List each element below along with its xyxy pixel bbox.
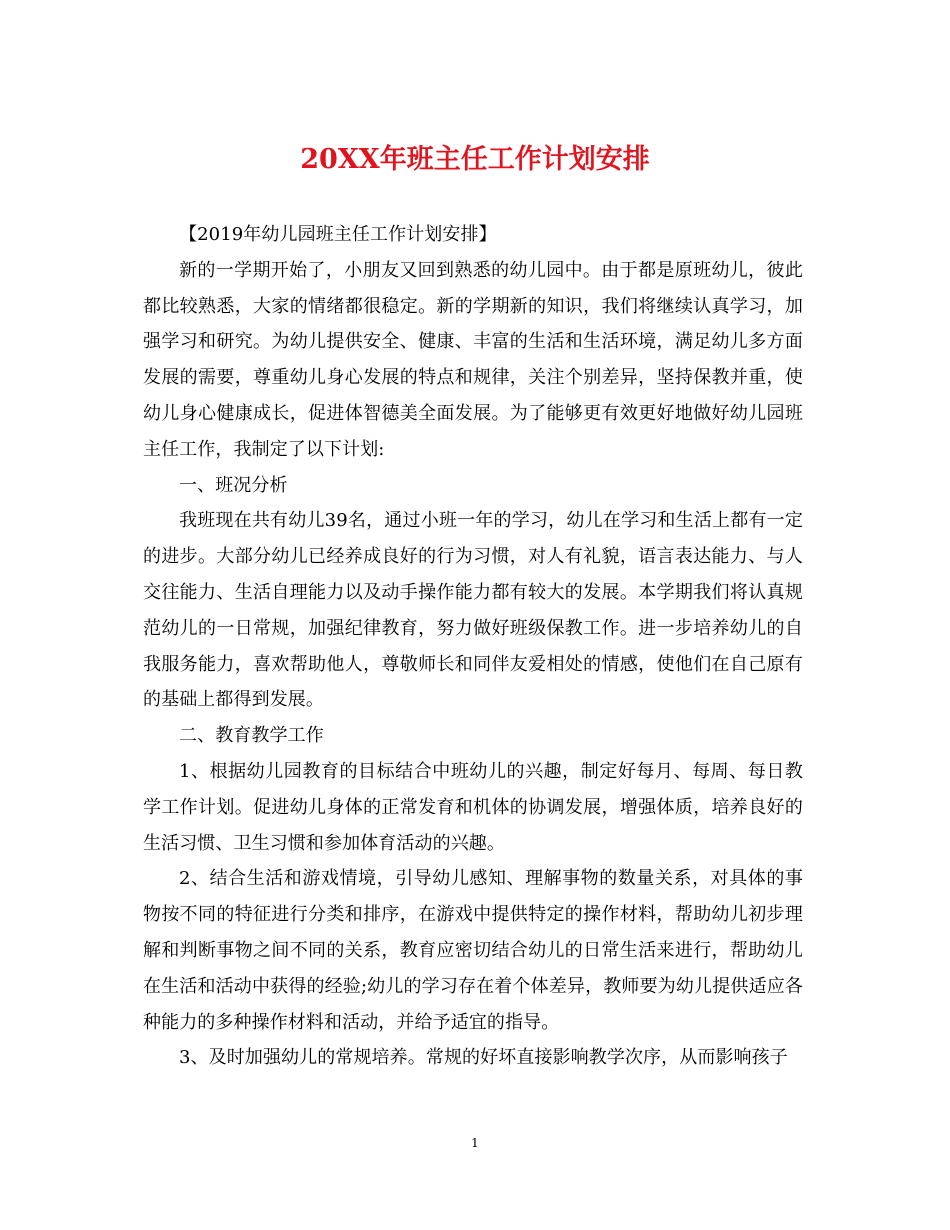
paragraph-teaching-item-1: 1、根据幼儿园教育的目标结合中班幼儿的兴趣，制定好每月、每周、每日教学工作计划。促进幼儿身体的正常发育和机体的协调发展，增强体质，培养良好的生活习惯、卫生习惯和参加体育活动的兴趣。 (143, 760, 803, 854)
section-heading-class-analysis: 一、班况分析 (179, 474, 288, 496)
section-heading-teaching-work: 二、教育教学工作 (179, 725, 324, 747)
paragraph-teaching-item-3: 3、及时加强幼儿的常规培养。常规的好坏直接影响教学次序，从而影响孩子 (179, 1047, 788, 1069)
page-number: 1 (471, 1136, 479, 1150)
paragraph-heading-bracket: 【2019年幼儿园班主任工作计划安排】 (179, 224, 497, 245)
paragraph-intro: 新的一学期开始了，小朋友又回到熟悉的幼儿园中。由于都是原班幼儿，彼此都比较熟悉，大家的情绪都很稳定。新的学期新的知识，我们将继续认真学习，加强学习和研究。为幼儿提供安全、健康、丰富的生活和生活环境，满足幼儿多方面发展的需要，尊重幼儿身心发展的特点和规律，关注个别差异，坚持保教并重，使幼儿身心健康成长，促进体智德美全面发展。为了能够更有效更好地做好幼儿园班主任工作，我制定了以下计划: (143, 259, 803, 460)
paragraph-class-analysis: 我班现在共有幼儿39名，通过小班一年的学习，幼儿在学习和生活上都有一定的进步。大部分幼儿已经养成良好的行为习惯，对人有礼貌，语言表达能力、与人交往能力、生活自理能力以及动手操作能力都有较大的发展。本学期我们将认真规范幼儿的一日常规，加强纪律教育，努力做好班级保教工作。进一步培养幼儿的自我服务能力，喜欢帮助他人，尊敬师长和同伴友爱相处的情感，使他们在自己原有的基础上都得到发展。 (143, 510, 803, 711)
paragraph-teaching-item-2: 2、结合生活和游戏情境，引导幼儿感知、理解事物的数量关系，对具体的事物按不同的特征进行分类和排序，在游戏中提供特定的操作材料，帮助幼儿初步理解和判断事物之间不同的关系，教育应密切结合幼儿的日常生活来进行，帮助幼儿在生活和活动中获得的经验;幼儿的学习存在着个体差异，教师要为幼儿提供适应各种能力的多种操作材料和活动，并给予适宜的指导。 (143, 868, 803, 1033)
document-title: 20XX年班主任工作计划安排 (300, 144, 650, 175)
document-body (143, 217, 803, 1076)
